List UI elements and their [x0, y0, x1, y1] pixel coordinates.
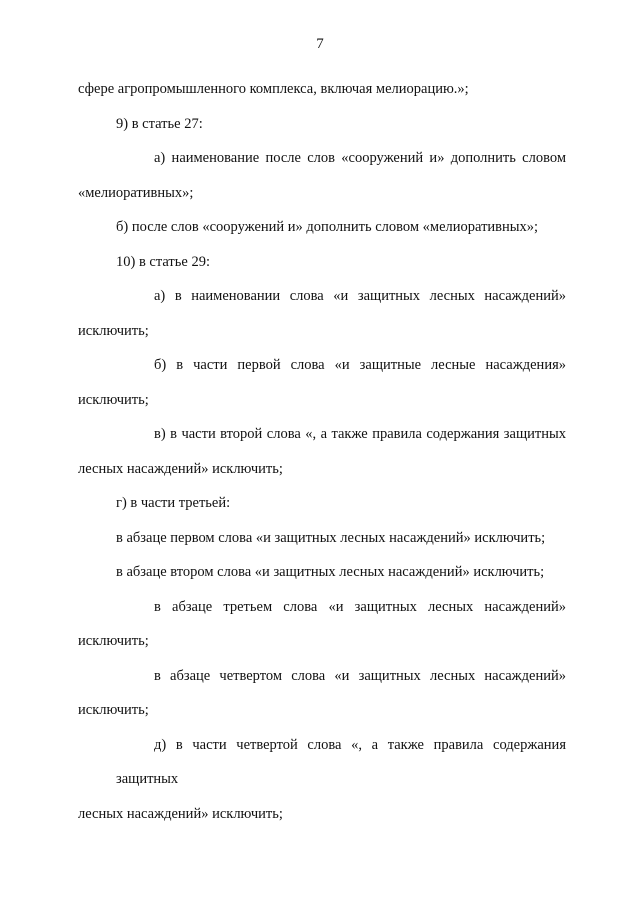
text-line: б) после слов «сооружений и» дополнить словом «мелиоративных»; — [116, 219, 539, 235]
text-line: в абзаце втором слова «и защитных лесных насаждений» исключить; — [116, 564, 545, 580]
text-line: 9) в статье 27: — [116, 115, 203, 132]
text-line: в абзаце третьем слова «и защитных лесных насаждений» — [154, 598, 566, 615]
text-line: в абзаце четвертом слова «и защитных лесных насаждений» — [154, 667, 566, 684]
paragraph-continuation — [78, 72, 566, 107]
paragraph-29v — [78, 417, 566, 486]
paragraph-29g-abzac4 — [78, 659, 566, 728]
text-line: б) в части первой слова «и защитные лесные насаждения» — [154, 357, 566, 373]
text-line: сфере агропромышленного комплекса, включая мелиорацию.»; — [78, 81, 469, 97]
paragraph-29g-abzac3 — [78, 590, 566, 659]
text-line: а) наименование после слов «сооружений и» дополнить словом — [154, 150, 566, 166]
text-line: исключить; — [78, 322, 149, 339]
paragraph-article-27 — [78, 107, 566, 142]
page-number: 7 — [316, 36, 324, 52]
text-line: «мелиоративных»; — [78, 184, 194, 201]
text-line: в) в части второй слова «, а также правила содержания защитных — [154, 426, 566, 442]
text-line: г) в части третьей: — [116, 495, 231, 511]
text-line: а) в наименовании слова «и защитных лесных насаждений» — [154, 288, 566, 304]
text-line: д) в части четвертой слова «, а также правила содержания защитных — [116, 736, 566, 787]
paragraph-29b — [78, 348, 566, 417]
document-body — [78, 72, 566, 831]
text-line: исключить; — [78, 391, 149, 408]
paragraph-article-29 — [78, 245, 566, 280]
text-line: лесных насаждений» исключить; — [78, 805, 283, 822]
text-line: исключить; — [78, 633, 149, 649]
text-line: 10) в статье 29: — [116, 253, 210, 270]
paragraph-29g-abzac2 — [78, 555, 566, 590]
paragraph-27a — [78, 141, 566, 210]
paragraph-29g — [78, 486, 566, 521]
paragraph-29g-abzac1 — [78, 521, 566, 556]
text-line: лесных насаждений» исключить; — [78, 460, 283, 477]
paragraph-29d — [78, 728, 566, 832]
paragraph-27b — [78, 210, 566, 245]
paragraph-29a — [78, 279, 566, 348]
text-line: исключить; — [78, 702, 149, 718]
text-line: в абзаце первом слова «и защитных лесных насаждений» исключить; — [116, 529, 546, 546]
